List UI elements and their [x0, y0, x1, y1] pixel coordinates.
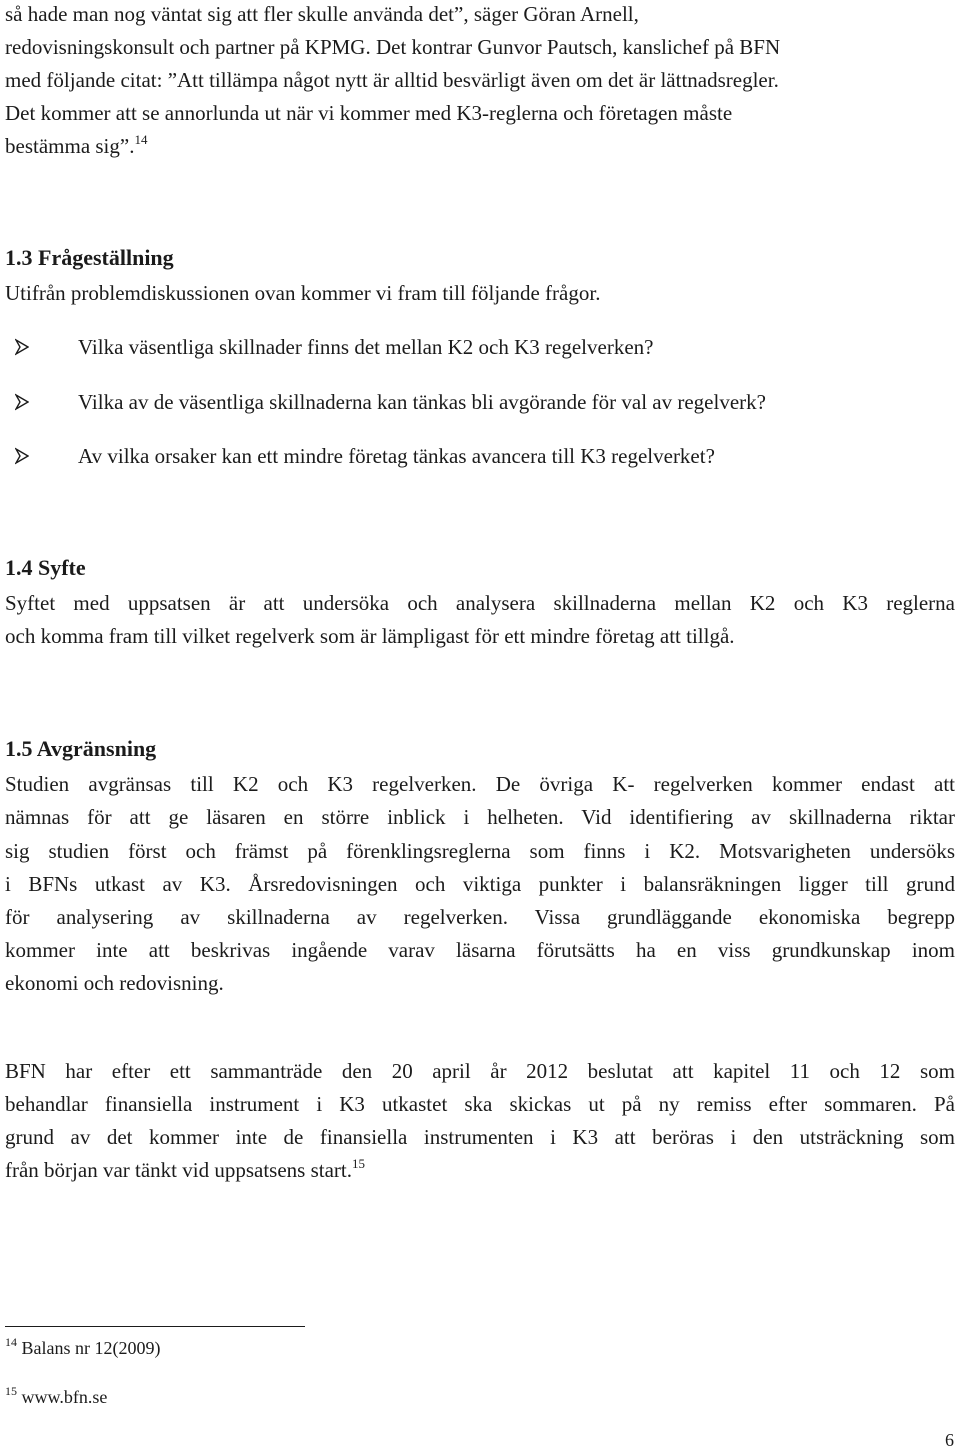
- avgransning-line: i BFNs utkast av K3. Årsredovisningen och viktiga punkter i balansräkningen ligger till grund: [5, 872, 955, 896]
- avgransning-line: ekonomi och redovisning.: [5, 971, 224, 995]
- footnote-14: [5, 1336, 160, 1360]
- question-item: Vilka av de väsentliga skillnaderna kan tänkas bli avgörande för val av regelverk?: [78, 390, 766, 414]
- intro-line: med följande citat: ”Att tillämpa något nytt är alltid besvärligt även om det är lättnadsregler.: [5, 68, 779, 92]
- arrow-bullet-icon: [15, 334, 29, 360]
- bfn-line-last: [5, 1157, 365, 1183]
- avgransning-line: för analysering av skillnaderna av regelverken. Vissa grundläggande ekonomiska begrepp: [5, 905, 955, 929]
- intro-line-last: [5, 133, 147, 159]
- heading-frageställning: 1.3 Frågeställning: [5, 245, 174, 270]
- intro-line: så hade man nog väntat sig att fler skulle använda det”, säger Göran Arnell,: [5, 2, 639, 26]
- avgransning-line: nämnas för att ge läsaren en större inblick i helheten. Vid identifiering av skillnaderna riktar: [5, 805, 955, 829]
- bfn-text: från början var tänkt vid uppsatsens start.: [5, 1158, 352, 1182]
- arrow-bullet-icon: [15, 389, 29, 415]
- intro-text: bestämma sig”.: [5, 134, 135, 158]
- question-item: Av vilka orsaker kan ett mindre företag tänkas avancera till K3 regelverket?: [78, 444, 715, 468]
- footnote-ref-15: 15: [352, 1156, 365, 1171]
- bfn-line: behandlar finansiella instrument i K3 utkastet ska skickas ut på ny remiss efter sommaren. På: [5, 1092, 955, 1116]
- intro-line: redovisningskonsult och partner på KPMG. Det kontrar Gunvor Pautsch, kanslichef på BFN: [5, 35, 781, 59]
- footnote-text: Balans nr 12(2009): [21, 1338, 161, 1358]
- heading-avgransning: 1.5 Avgränsning: [5, 736, 157, 761]
- footnote-number: 14: [5, 1335, 17, 1349]
- bfn-line: grund av det kommer inte de finansiella instrumenten i K3 att beröras i den utsträckning som: [5, 1125, 955, 1149]
- avgransning-line: kommer inte att beskrivas ingående varav läsarna förutsätts ha en viss grundkunskap inom: [5, 938, 955, 962]
- footnote-separator: [5, 1326, 305, 1327]
- intro-line: Det kommer att se annorlunda ut när vi kommer med K3-reglerna och företagen måste: [5, 101, 733, 125]
- avgransning-line: sig studien först och främst på förenklingsreglerna som finns i K2. Motsvarigheten undersöks: [5, 839, 955, 863]
- footnote-number: 15: [5, 1384, 17, 1398]
- syfte-line: och komma fram till vilket regelverk som är lämpligast för ett mindre företag att tillgå.: [5, 624, 735, 648]
- document-page: [5, 0, 955, 1456]
- section-lead: Utifrån problemdiskussionen ovan kommer vi fram till följande frågor.: [5, 281, 601, 305]
- page-number: 6: [945, 1430, 954, 1450]
- footnote-15: [5, 1385, 107, 1409]
- syfte-line: Syftet med uppsatsen är att undersöka och analysera skillnaderna mellan K2 och K3 reglerna: [5, 591, 955, 615]
- avgransning-line: Studien avgränsas till K2 och K3 regelverken. De övriga K- regelverken kommer endast att: [5, 772, 955, 796]
- footnote-ref-14: 14: [134, 132, 148, 147]
- question-item: Vilka väsentliga skillnader finns det mellan K2 och K3 regelverken?: [78, 335, 654, 359]
- bfn-line: BFN har efter ett sammanträde den 20 april år 2012 beslutat att kapitel 11 och 12 som: [5, 1059, 955, 1083]
- heading-syfte: 1.4 Syfte: [5, 555, 86, 580]
- footnote-text: www.bfn.se: [21, 1387, 108, 1407]
- arrow-bullet-icon: [15, 443, 29, 469]
